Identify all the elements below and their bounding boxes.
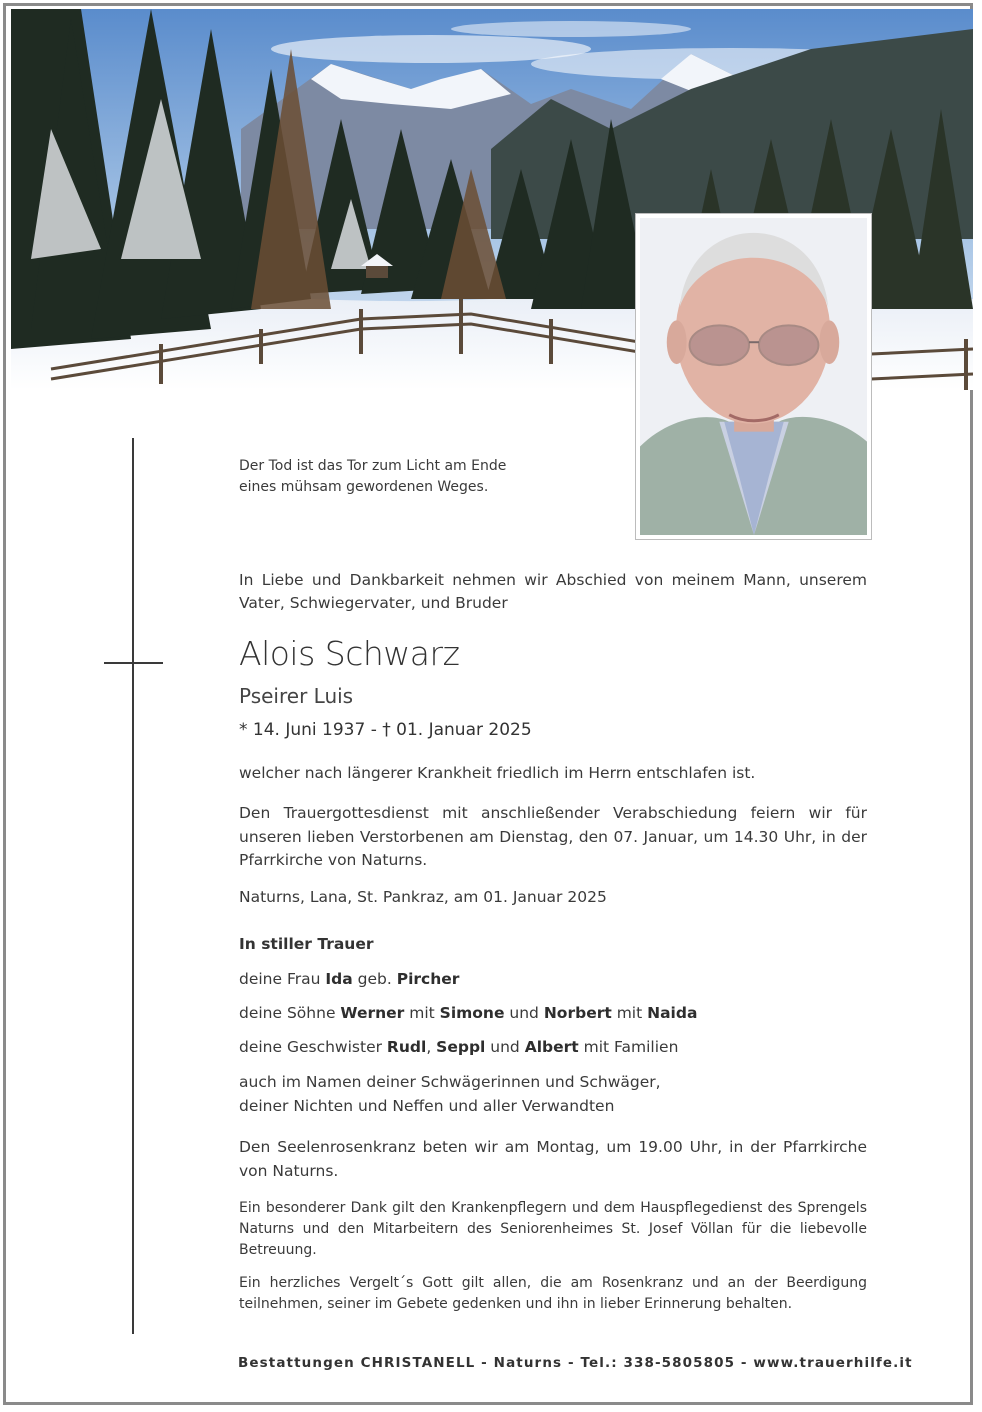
rosary-text: Den Seelenrosenkranz beten wir am Montag, um 19.00 Uhr, in der Pfarrkirche von Naturns. [239, 1138, 867, 1180]
deceased-nickname: Pseirer Luis [239, 684, 354, 708]
mourner-name: Werner [340, 1004, 405, 1022]
mourner-siblings [239, 1038, 867, 1056]
cross-horizontal-line [104, 662, 163, 664]
funeral-service-text: Den Trauergottesdienst mit anschließender Verabschiedung feiern wir für unseren lieben Verstorbenen am Dienstag, den 07. Januar, um 14.30 Uhr, in der Pfarrkirche von Naturns. [239, 804, 867, 869]
mourner-name: Naida [647, 1004, 698, 1022]
intro-text: In Liebe und Dankbarkeit nehmen wir Abschied von meinem Mann, unserem Vater, Schwiegervater, und Bruder [239, 571, 867, 612]
mourner-text: und [504, 1004, 544, 1022]
death-date: † 01. Januar 2025 [382, 720, 532, 740]
mourner-text: deine Geschwister [239, 1038, 387, 1056]
mourners-heading: In stiller Trauer [239, 935, 374, 953]
cross-vertical-line [132, 438, 134, 1334]
mourner-sons [239, 1004, 867, 1022]
date-separator: - [365, 720, 383, 740]
deceased-name: Alois Schwarz [239, 634, 460, 673]
mourner-text: geb. [352, 970, 397, 988]
mourner-text: deine Frau [239, 970, 326, 988]
life-dates [239, 720, 867, 740]
mourner-wife [239, 970, 867, 988]
mourner-others-line: auch im Namen deiner Schwägerinnen und Schwäger, [239, 1073, 661, 1091]
mourner-name: Albert [524, 1038, 579, 1056]
thanks-caregivers-text: Ein besonderer Dank gilt den Krankenpflegern und dem Hauspflegedienst des Sprengels Naturns und den Mitarbeitern des Seniorenheimes St. Josef Völlan für die liebevolle Betreuung. [239, 1200, 867, 1258]
mourner-text: , [426, 1038, 437, 1056]
birth-date: * 14. Juni 1937 [239, 720, 366, 740]
passing-text: welcher nach längerer Krankheit friedlich im Herrn entschlafen ist. [239, 764, 756, 782]
mourner-name: Seppl [436, 1038, 486, 1056]
mourner-text: deine Söhne [239, 1004, 341, 1022]
mourner-text: mit [611, 1004, 648, 1022]
mourner-text: und [485, 1038, 525, 1056]
mourner-name: Ida [325, 970, 353, 988]
mourner-text: mit [404, 1004, 440, 1022]
memorial-quote [239, 456, 867, 498]
place-date-text: Naturns, Lana, St. Pankraz, am 01. Januar 2025 [239, 888, 607, 906]
mourner-name: Pircher [396, 970, 460, 988]
thanks-attendees-text: Ein herzliches Vergelt´s Gott gilt allen, die am Rosenkranz und an der Beerdigung teilnehmen, seiner im Gebete gedenken und ihn in lieber Erinnerung behalten. [239, 1275, 867, 1312]
mourner-text: mit Familien [578, 1038, 679, 1056]
mourner-name: Simone [439, 1004, 505, 1022]
quote-line: eines mühsam gewordenen Weges. [239, 479, 489, 495]
funeral-home-footer: Bestattungen CHRISTANELL - Naturns - Tel.: 338-5805805 - www.trauerhilfe.it [238, 1355, 913, 1371]
mourner-others [239, 1071, 867, 1118]
mourner-name: Norbert [543, 1004, 612, 1022]
mourner-others-line: deiner Nichten und Neffen und aller Verwandten [239, 1096, 615, 1115]
mourner-name: Rudl [386, 1038, 427, 1056]
quote-line: Der Tod ist das Tor zum Licht am Ende [239, 458, 507, 474]
